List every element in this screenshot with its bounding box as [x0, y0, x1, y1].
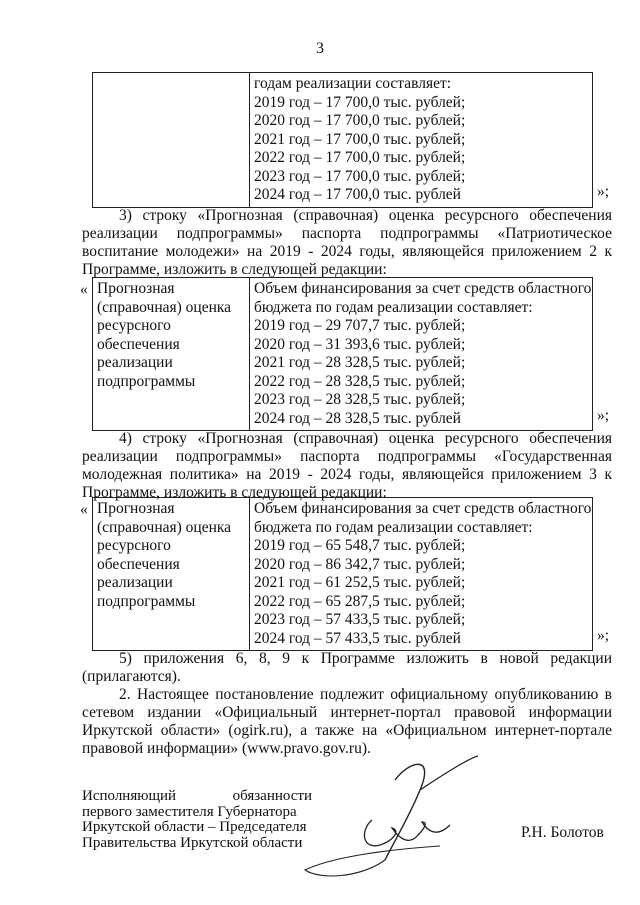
row-heading-lines — [97, 280, 245, 391]
resource-table-patriotic — [92, 277, 593, 431]
paragraph-final — [82, 686, 612, 758]
closing-quote: »; — [597, 183, 610, 200]
text-line: Прогнозная — [97, 500, 175, 517]
text-line: 2024 год – 28 328,5 тыс. рублей — [254, 409, 461, 427]
text-line: 2022 год – 28 328,5 тыс. рублей; — [254, 372, 466, 390]
text-line: Объем финансирования за счет средств областного — [254, 280, 592, 297]
text-line: 2021 год – 61 252,5 тыс. рублей; — [254, 574, 466, 591]
opening-quote: « — [80, 281, 88, 298]
paragraph-3-text: 3) строку «Прогнозная (справочная) оценка ресурсного обеспечения реализации подпрограммы» паспорта подпрограммы «Патриотическое воспитание молодежи» на 2019 - 2024 годы, являющейся приложением 2 к Программе, изложить в следующей редакции: — [82, 207, 612, 278]
paragraph-5-text: 5) приложения 6, 8, 9 к Программе изложить в новой редакции (прилагаются). — [82, 650, 612, 685]
paragraph-final-text: 2. Настоящее постановление подлежит официальному опубликованию в сетевом издании «Официальный интернет-портал правовой информации Иркутской области» (ogirk.ru), а также на «Официальном интернет-портале правовой информации» (www.pravo.gov.ru). — [82, 686, 612, 757]
page-number: 3 — [316, 40, 324, 57]
text-line: 2024 год – 57 433,5 тыс. рублей — [254, 629, 461, 647]
paragraph-3 — [82, 207, 612, 279]
funding-lines — [254, 280, 592, 428]
text-line: реализации — [97, 574, 173, 591]
text-line: ресурсного — [97, 537, 171, 554]
text-line: 2022 год – 65 287,5 тыс. рублей; — [254, 592, 466, 610]
closing-quote: »; — [597, 627, 610, 644]
resource-table-youth-policy — [92, 497, 593, 651]
text-line: ресурсного — [97, 317, 171, 334]
signatory-title-word: Исполняющий — [82, 788, 177, 804]
text-line: 2023 год – 17 700,0 тыс. рублей; — [254, 167, 466, 185]
table-right-cell — [250, 278, 593, 431]
row-heading-lines — [97, 500, 245, 611]
text-line: подпрограммы — [97, 372, 196, 390]
text-line: подпрограммы — [97, 592, 196, 610]
signatory-title-line: Правительства Иркутской области — [82, 834, 303, 851]
text-line: (справочная) оценка — [97, 298, 232, 316]
text-line: 2019 год – 29 707,7 тыс. рублей; — [254, 317, 466, 334]
signatory-title-line: Иркутской области – Председателя — [82, 819, 307, 835]
paragraph-4-text: 4) строку «Прогнозная (справочная) оценка ресурсного обеспечения реализации подпрограммы» паспорта подпрограммы «Государственная молодежная политика» на 2019 - 2024 годы, являющейся приложением 3 к Программе, изложить в следующей редакции: — [82, 430, 612, 501]
table-left-cell — [93, 498, 250, 651]
text-line: 2020 год – 86 342,7 тыс. рублей; — [254, 555, 466, 573]
table-left-cell — [93, 73, 250, 208]
text-line: 2023 год – 57 433,5 тыс. рублей; — [254, 611, 466, 628]
opening-quote: « — [80, 501, 88, 518]
closing-quote: »; — [597, 407, 610, 424]
resource-table-continuation — [92, 72, 593, 208]
text-line: 2020 год – 17 700,0 тыс. рублей; — [254, 112, 466, 129]
text-line: 2019 год – 65 548,7 тыс. рублей; — [254, 537, 466, 554]
text-line: бюджета по годам реализации составляет: — [254, 298, 533, 316]
funding-lines — [254, 75, 588, 205]
text-line: обеспечения — [97, 555, 180, 573]
text-line: (справочная) оценка — [97, 518, 232, 536]
signatory-title-word: обязанности — [232, 788, 312, 804]
table-right-cell — [250, 73, 593, 208]
paragraph-4 — [82, 430, 612, 502]
text-line: Объем финансирования за счет средств областного — [254, 500, 592, 517]
text-line: обеспечения — [97, 335, 180, 353]
text-line: 2019 год – 17 700,0 тыс. рублей; — [254, 93, 466, 111]
paragraph-5 — [82, 650, 612, 686]
text-line: 2022 год – 17 700,0 тыс. рублей; — [254, 149, 466, 166]
text-line: 2021 год – 17 700,0 тыс. рублей; — [254, 130, 466, 148]
text-line: 2023 год – 28 328,5 тыс. рублей; — [254, 391, 466, 408]
signatory-title-line: первого заместителя Губернатора — [82, 803, 297, 820]
table-right-cell — [250, 498, 593, 651]
text-line: Прогнозная — [97, 280, 175, 297]
text-line: 2024 год – 17 700,0 тыс. рублей — [254, 186, 461, 203]
text-line: 2021 год – 28 328,5 тыс. рублей; — [254, 354, 466, 371]
table-left-cell — [93, 278, 250, 431]
handwritten-signature — [300, 750, 490, 885]
signer-name: Р.Н. Болотов — [521, 824, 604, 841]
text-line: реализации — [97, 354, 173, 371]
text-line: 2020 год – 31 393,6 тыс. рублей; — [254, 335, 466, 353]
signatory-title — [82, 789, 312, 851]
text-line: бюджета по годам реализации составляет: — [254, 518, 533, 536]
text-line: годам реализации составляет: — [254, 75, 452, 92]
funding-lines — [254, 500, 592, 648]
